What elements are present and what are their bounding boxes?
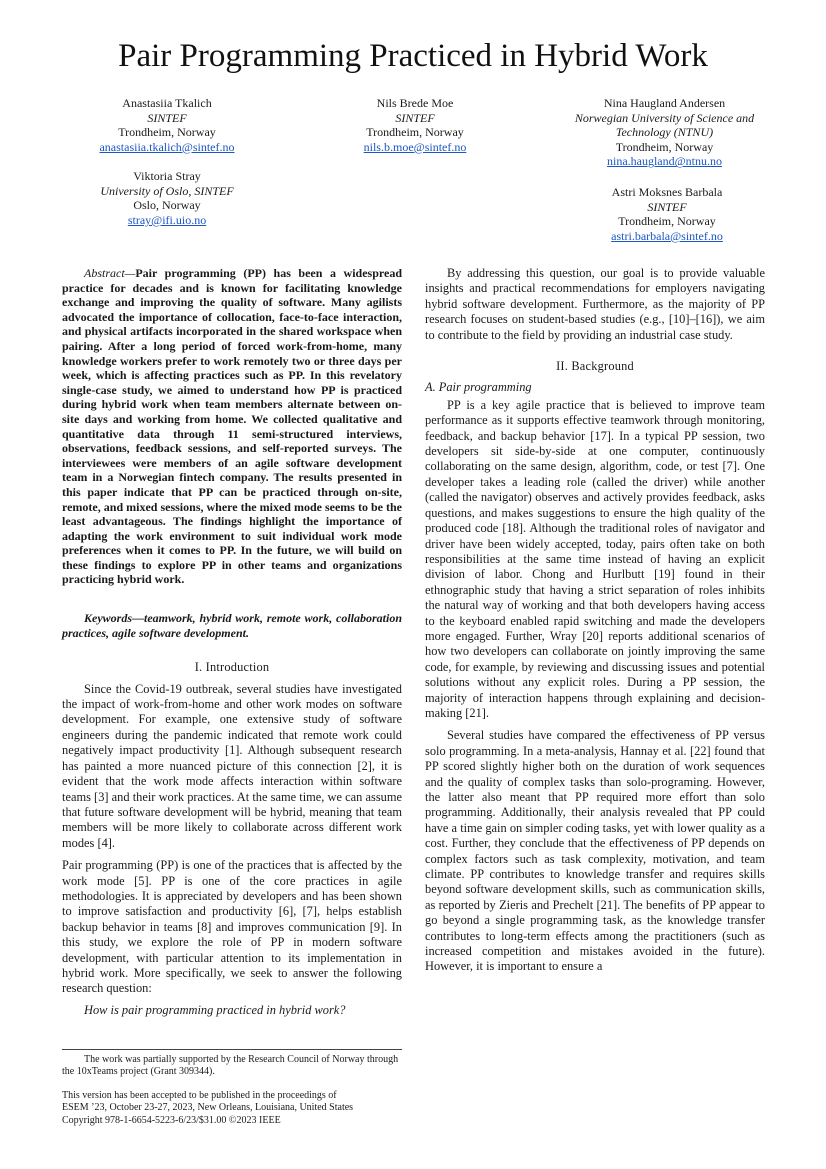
author-name: Nina Haugland Andersen (603, 96, 726, 110)
keywords-text: teamwork, hybrid work, remote work, collaboration practices, agile software development. (62, 611, 402, 640)
section-heading-background: II. Background (556, 359, 634, 374)
abstract (62, 266, 402, 587)
author-location: Trondheim, Norway (618, 214, 716, 229)
author-affiliation: SINTEF (647, 199, 687, 214)
author-block-tkalich (92, 96, 242, 154)
author-location: Trondheim, Norway (366, 125, 464, 140)
author-block-andersen (562, 96, 767, 169)
left-column (62, 266, 402, 1018)
intro-paragraph-1: Since the Covid-19 outbreak, several studies have investigated the impact of work-from-home and other work modes on software development. For example, one extensive study of software engineers during the pandemic indicated that remote work could negatively impact productivity [1]. Although subsequent research has painted a more nuanced picture of this connection [2], it is evident that the work mode affects interaction within software teams [3] and their work practices. At the same time, we can assume that future software development will be hybrid, meaning that team members will be more likely to collaborate across different work modes [4]. (62, 681, 402, 850)
publication-note-line-3: Copyright 978-1-6654-5223-6/23/$31.00 ©2023 IEEE (62, 1114, 281, 1126)
author-affiliation: University of Oslo, SINTEF (100, 183, 234, 198)
subsection-heading-pair-programming: A. Pair programming (425, 380, 532, 395)
intro-paragraph-3: By addressing this question, our goal is to provide valuable insights and practical recommendations for employers navigating hybrid software development. Furthermore, as the majority of PP research focuses on student-based studies (e.g., [10]–[16]), we aim to contribute to the field by providing an industrial case study. (425, 266, 765, 342)
abstract-lead: Abstract— (84, 266, 136, 280)
author-name: Astri Moksnes Barbala (611, 185, 723, 199)
funding-footnote: The work was partially supported by the Research Council of Norway through the 10xTeams project (Grant 309344). (62, 1054, 399, 1078)
paper-title: Pair Programming Practiced in Hybrid Work (118, 38, 708, 74)
section-heading-introduction: I. Introduction (194, 660, 270, 675)
author-name: Anastasiia Tkalich (122, 96, 212, 110)
footnote-rule (62, 1049, 402, 1050)
author-affiliation: SINTEF (147, 110, 187, 125)
author-email-link[interactable]: anastasiia.tkalich@sintef.no (99, 139, 235, 154)
author-name: Viktoria Stray (133, 169, 201, 183)
author-name: Nils Brede Moe (376, 96, 454, 110)
author-block-moe (340, 96, 490, 154)
author-email-link[interactable]: nils.b.moe@sintef.no (363, 139, 467, 154)
right-column (425, 266, 765, 975)
keywords-lead: Keywords— (84, 611, 144, 626)
author-affiliation: SINTEF (395, 110, 435, 125)
intro-paragraph-2: Pair programming (PP) is one of the practices that is affected by the work mode [5]. PP is one of the core practices in agile methodologies. It is appreciated by developers and has been shown to improve satisfaction and productivity [6], [7], helps establish backup behavior in teams [8] and improves communication [9]. In this study, we explore the role of PP in modern software development, with particular attention to its implementation in hybrid work. More specifically, we seek to answer the following research question: (62, 858, 402, 996)
research-question: How is pair programming practiced in hybrid work? (84, 1002, 346, 1017)
author-location: Trondheim, Norway (118, 125, 216, 140)
publication-note-line-2: ESEM ’23, October 23-27, 2023, New Orleans, Louisiana, United States (62, 1102, 354, 1114)
author-affiliation: Norwegian University of Science and Technology (NTNU) (574, 110, 755, 140)
author-email-link[interactable]: nina.haugland@ntnu.no (606, 154, 723, 169)
abstract-text: Pair programming (PP) has been a widespread practice for decades and is known for facilitating knowledge exchange and improving the quality of software. Many agilists advocated the importance of collocation, face-to-face interaction, and physical artifacts incorporated in the shared workspace when pairing. After a long period of forced work-from-home, many knowledge workers prefer to work remotely two or three days per week, which is affecting practices such as PP. In this revelatory single-case study, we aimed to understand how PP is practiced during hybrid work when team members alternate between on-site days and working from home. We collected qualitative and quantitative data through 11 semi-structured interviews, observations, feedback sessions, and self-reported surveys. The interviewees were members of an agile software development team in a Norwegian fintech company. The results presented in this paper indicate that PP can be practiced through on-site, remote, and mixed sessions, where the mixed mode seems to be the least advantageous. The findings highlight the importance of adapting the work environment to suit individual work mode preferences when it comes to PP. In the future, we will build on these findings to explore PP in other teams and organizations practicing hybrid work. (62, 266, 402, 587)
author-email-link[interactable]: astri.barbala@sintef.no (611, 228, 723, 243)
author-block-barbala (592, 185, 742, 243)
background-paragraph-2: Several studies have compared the effectiveness of PP versus solo programming. In a meta-analysis, Hannay et al. [22] found that PP scored slightly higher both on the duration of work sequences and the quality of complex tasks than solo-programing. However, the latter also meant that PP required more effort than solo programming. Additionally, their analysis revealed that PP could have a time gain on simpler coding tasks, yet with lower quality as a cost. Further, they conclude that the effectiveness of PP depends on complex factors such as task complexity, motivation, and team climate. PP contributes to knowledge transfer and requires skills beyond software development skills, such as communication skills, as reported by Zieris and Prechelt [21]. The benefits of PP appear to go beyond a single programming task, as the knowledge transfer contributes to long-term effects among the practitioners (such as increased competition and mistakes avoided in the future). However, it is important to ensure a (425, 728, 765, 974)
author-location: Oslo, Norway (133, 198, 201, 213)
author-email-link[interactable]: stray@ifi.uio.no (127, 212, 207, 227)
publication-note-line-1: This version has been accepted to be published in the proceedings of (62, 1090, 337, 1101)
publication-note (62, 1090, 422, 1127)
author-block-stray (87, 169, 247, 227)
background-paragraph-1: PP is a key agile practice that is believed to improve team performance as it supports effective teamwork through monitoring, feedback, and backup behavior [17]. In a typical PP session, two developers sit side-by-side at one computer, continuously collaborating on the same design, algorithm, code, or test [7]. One developer takes a leading role (called the driver) while another (called the navigator) observes and actively provides feedback, asks questions, and makes suggestions to ensure the high quality of the produced code [18]. Although the traditional roles of navigator and driver have been widely accepted, today, pairs often take on both responsibilities at the same time instead of having an explicit division of labor. Chong and Hurlbutt [19] found in their ethnographic study that having a strict separation of roles inhibits the natural way of working and that both developers having access to the keyboard enabled rapid switching and made the developers more engaged. Further, Wray [20] reports additional scenarios of how two developers can collaborate on jointly improving the same code, for example, by reviewing and discussing issues and potential solutions without any explicit roles. During a PP session, the majority of interaction happens through explaining and decision-making [21]. (425, 397, 765, 720)
author-location: Trondheim, Norway (615, 139, 714, 154)
keywords (62, 611, 402, 640)
